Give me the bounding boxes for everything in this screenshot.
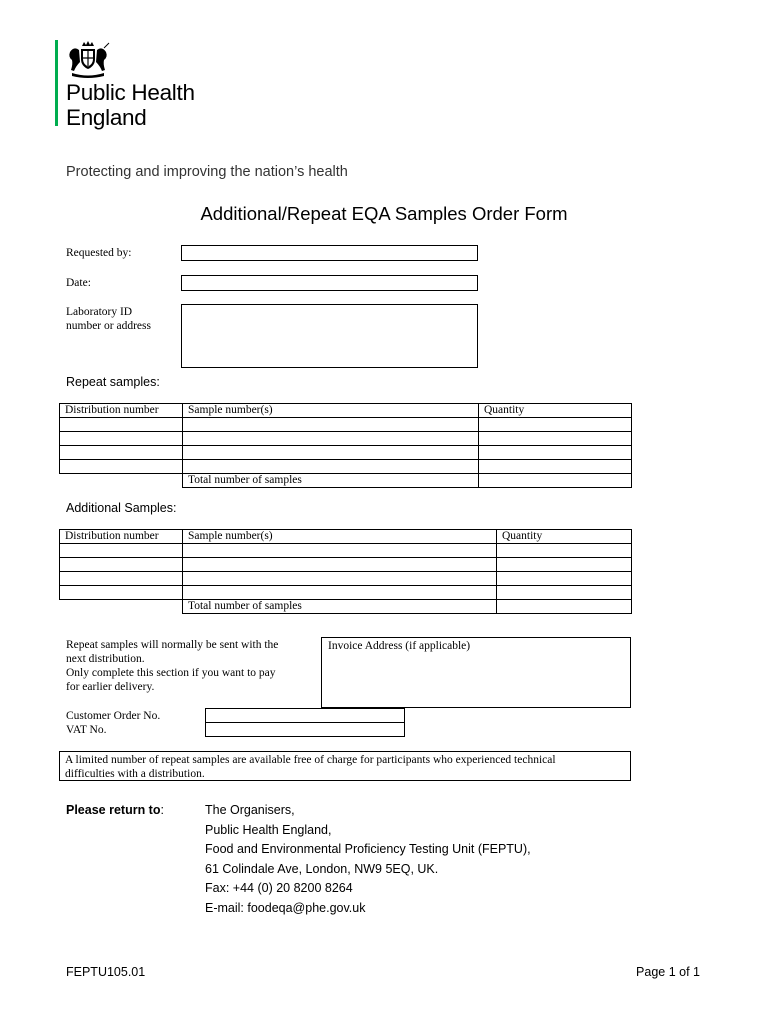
laboratory-id-field[interactable]: [181, 304, 478, 368]
column-header: Distribution number: [60, 530, 183, 544]
customer-order-field[interactable]: [205, 708, 405, 723]
fax-line: Fax: +44 (0) 20 8200 8264: [205, 881, 353, 895]
document-code: FEPTU105.01: [66, 965, 146, 979]
notice-line: difficulties with a distribution.: [65, 768, 205, 780]
brand-accent-bar: [55, 40, 58, 126]
table-row: [60, 572, 632, 586]
return-address-line: 61 Colindale Ave, London, NW9 5EQ, UK.: [205, 862, 439, 876]
table-cell[interactable]: [183, 460, 479, 474]
table-cell[interactable]: [183, 544, 497, 558]
table-cell[interactable]: [183, 558, 497, 572]
table-cell[interactable]: [60, 432, 183, 446]
laboratory-id-label: [66, 305, 151, 333]
table-cell[interactable]: [497, 544, 632, 558]
table-cell[interactable]: [497, 586, 632, 600]
table-cell[interactable]: [60, 446, 183, 460]
table-cell[interactable]: [60, 460, 183, 474]
return-address-line: Public Health England,: [205, 823, 332, 837]
return-to-colon: :: [160, 803, 164, 817]
table-cell[interactable]: [60, 544, 183, 558]
delivery-note-line: for earlier delivery.: [66, 681, 155, 693]
table-cell[interactable]: [183, 572, 497, 586]
customer-order-label: Customer Order No.: [66, 710, 161, 722]
table-cell[interactable]: [60, 572, 183, 586]
column-header: Sample number(s): [183, 404, 479, 418]
table-cell[interactable]: [497, 558, 632, 572]
requested-by-label: Requested by:: [66, 247, 132, 259]
table-row: [60, 432, 632, 446]
table-row: [60, 544, 632, 558]
laboratory-id-label-line2: number or address: [66, 320, 151, 332]
table-cell[interactable]: [497, 572, 632, 586]
table-cell[interactable]: [479, 446, 632, 460]
table-header-row: [60, 404, 632, 418]
table-row: [60, 460, 632, 474]
additional-samples-table: [59, 529, 632, 614]
laboratory-id-label-line1: Laboratory ID: [66, 306, 133, 318]
date-label: Date:: [66, 277, 91, 289]
table-row: [60, 558, 632, 572]
table-cell[interactable]: [479, 432, 632, 446]
table-cell[interactable]: [183, 418, 479, 432]
return-to-label: Please return to: [66, 803, 161, 817]
total-value-cell[interactable]: [497, 600, 632, 614]
return-address-line: The Organisers,: [205, 803, 295, 817]
table-cell[interactable]: [479, 418, 632, 432]
total-label: Total number of samples: [183, 600, 497, 614]
total-row: [60, 600, 632, 614]
tagline: Protecting and improving the nation’s health: [66, 164, 348, 180]
table-cell[interactable]: [60, 558, 183, 572]
table-cell[interactable]: [60, 586, 183, 600]
table-cell[interactable]: [183, 446, 479, 460]
return-address-line: Food and Environmental Proficiency Testing Unit (FEPTU),: [205, 842, 531, 856]
column-header: Distribution number: [60, 404, 183, 418]
vat-field[interactable]: [205, 722, 405, 737]
total-label: Total number of samples: [183, 474, 479, 488]
delivery-note-line: Repeat samples will normally be sent with the: [66, 639, 279, 651]
email-line: E-mail: foodeqa@phe.gov.uk: [205, 901, 366, 915]
form-title: Additional/Repeat EQA Samples Order Form: [200, 203, 568, 224]
table-cell[interactable]: [60, 418, 183, 432]
requested-by-field[interactable]: [181, 245, 478, 261]
organisation-name-line1: Public Health: [66, 80, 195, 105]
vat-label: VAT No.: [66, 724, 107, 736]
delivery-note: [66, 638, 278, 694]
repeat-samples-table: [59, 403, 632, 488]
royal-crest-icon: [66, 40, 110, 80]
table-cell[interactable]: [479, 460, 632, 474]
organisation-name-line2: England: [66, 105, 147, 130]
date-field[interactable]: [181, 275, 478, 291]
table-cell-empty: [60, 600, 183, 614]
invoice-address-label: Invoice Address (if applicable): [328, 640, 471, 652]
table-cell[interactable]: [183, 586, 497, 600]
additional-samples-heading: Additional Samples:: [66, 501, 177, 515]
table-header-row: [60, 530, 632, 544]
return-to-label-group: [66, 803, 164, 817]
total-row: [60, 474, 632, 488]
delivery-note-line: Only complete this section if you want to pay: [66, 667, 276, 679]
notice-line: A limited number of repeat samples are available free of charge for participants who experienced technical: [65, 754, 556, 766]
column-header: Quantity: [479, 404, 632, 418]
free-samples-notice: [59, 751, 631, 781]
table-row: [60, 586, 632, 600]
page-number: Page 1 of 1: [636, 965, 700, 979]
column-header: Sample number(s): [183, 530, 497, 544]
total-value-cell[interactable]: [479, 474, 632, 488]
invoice-address-field[interactable]: [321, 637, 631, 708]
table-row: [60, 418, 632, 432]
table-cell-empty: [60, 474, 183, 488]
organisation-name: [66, 80, 195, 130]
repeat-samples-heading: Repeat samples:: [66, 375, 160, 389]
delivery-note-line: next distribution.: [66, 653, 145, 665]
table-row: [60, 446, 632, 460]
table-cell[interactable]: [183, 432, 479, 446]
column-header: Quantity: [497, 530, 632, 544]
